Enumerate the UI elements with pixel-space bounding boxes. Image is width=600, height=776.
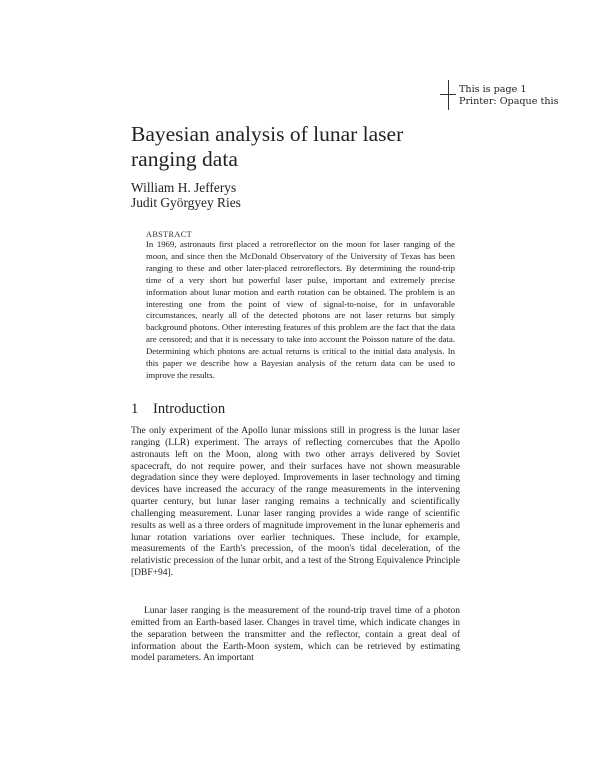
author-name: Judit Györgyey Ries xyxy=(131,195,241,210)
running-header xyxy=(459,84,559,108)
crop-mark-icon xyxy=(440,80,456,110)
abstract-heading: ABSTRACT xyxy=(146,230,192,239)
author-name: William H. Jefferys xyxy=(131,180,237,195)
printer-note: Printer: Opaque this xyxy=(459,96,559,107)
section-heading xyxy=(131,401,225,418)
section-number: 1 xyxy=(131,401,139,417)
body-paragraph: The only experiment of the Apollo lunar missions still in progress is the lunar laser ranging (LLR) experiment. The arrays of reflecting cornercubes that the Apollo astronauts left on the Moon, along with two other arrays delivered by Soviet spacecraft, do not require power, and their surfaces have not shown measurable degradation since they were deployed. Improvements in laser technology and timing devices have increased the accuracy of the range measurements in the intervening quarter century, but lunar laser ranging remains a technically and scientifically challenging measurement. Lunar laser ranging provides a wide range of scientific results as well as a three orders of magnitude improvement in the lunar ephemeris and lunar rotation variations over earlier techniques. These include, for example, measurements of the Earth's precession, of the moon's tidal deceleration, of the relativistic precession of the lunar orbit, and a test of the Strong Equivalence Principle [DBF+94]. xyxy=(131,426,460,579)
page-number-note: This is page 1 xyxy=(459,84,527,95)
abstract-text: In 1969, astronauts first placed a retroreflector on the moon for laser ranging of the moon, and since then the McDonald Observatory of the University of Texas has been ranging to these and other later-placed retroreflectors. By determining the round-trip time of a very short but powerful laser pulse, important and extremely precise information about lunar motion and earth rotation can be obtained. The problem is an interesting one from the point of view of signal-to-noise, for in unfavorable circumstances, nearly all of the detected photons are not laser returns but simply background photons. Other interesting features of this problem are the fact that the data are censored; and that it is necessary to take into account the Poisson nature of the data. Determining which photons are actual returns is critical to the initial data analysis. In this paper we describe how a Bayesian analysis of the return data can be used to improve the results. xyxy=(146,239,455,380)
author-list xyxy=(131,180,241,210)
body-paragraph: Lunar laser ranging is the measurement of the round-trip travel time of a photon emitted from an Earth-based laser. Changes in travel time, which indicate changes in the separation between the transmitter and the reflector, contain a great deal of information about the Earth-Moon system, which can be retrieved by estimating model parameters. An important xyxy=(131,606,460,664)
paper-title: Bayesian analysis of lunar laser ranging data xyxy=(131,122,404,171)
section-title: Introduction xyxy=(153,401,226,417)
